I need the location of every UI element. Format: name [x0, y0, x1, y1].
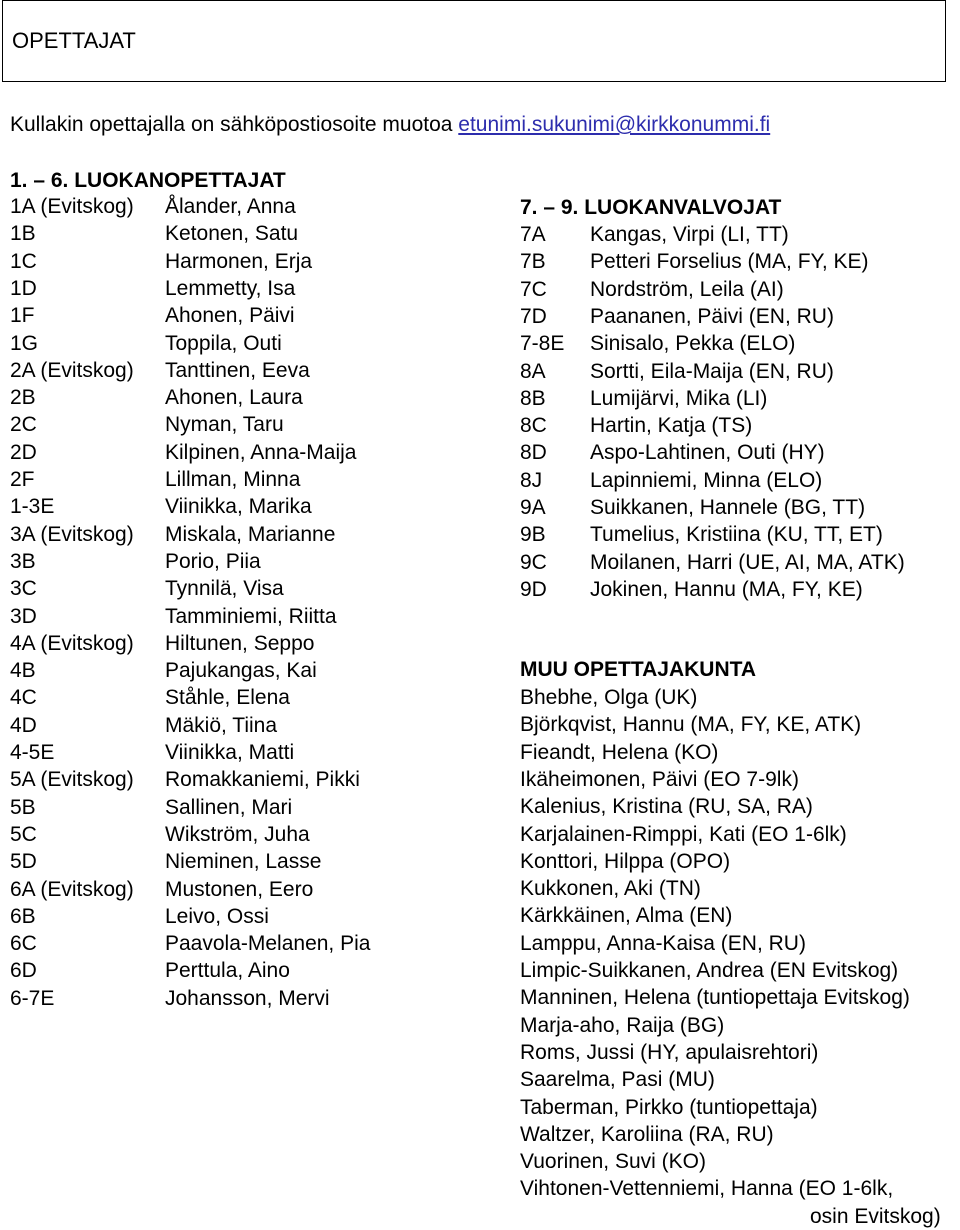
teacher-row	[10, 493, 490, 520]
class-code: 8B	[520, 386, 546, 410]
teacher-name: Suikkanen, Hannele (BG, TT)	[590, 496, 866, 519]
teacher-name: Miskala, Marianne	[165, 522, 336, 546]
class-code: 4A (Evitskog)	[10, 631, 134, 655]
teacher-row	[10, 848, 490, 875]
teacher-name: Johansson, Mervi	[165, 986, 330, 1010]
teacher-line: Konttori, Hilppa (OPO)	[520, 849, 731, 873]
teacher-name: Sinisalo, Pekka (ELO)	[590, 332, 796, 356]
class-code: 1B	[10, 222, 36, 246]
teacher-name: Leivo, Ossi	[165, 904, 269, 928]
teacher-row	[520, 549, 956, 576]
class-code: 9A	[520, 496, 546, 519]
class-code: 5D	[10, 850, 37, 874]
class-code: 4C	[10, 686, 37, 710]
teacher-name: Hartin, Katja (TS)	[590, 414, 753, 438]
teacher-name: Lumijärvi, Mika (LI)	[590, 386, 768, 410]
teacher-name: Paavola-Melanen, Pia	[165, 932, 371, 956]
class-code: 3D	[10, 604, 37, 628]
class-code: 2A (Evitskog)	[10, 358, 134, 382]
class-code: 9C	[520, 550, 547, 574]
teacher-row	[10, 248, 490, 275]
teacher-row	[10, 657, 490, 684]
class-code: 4-5E	[10, 741, 55, 764]
teacher-name: Ahonen, Laura	[165, 386, 303, 410]
header-box	[2, 0, 946, 82]
teacher-row	[10, 684, 490, 711]
teacher-row	[10, 302, 490, 329]
class-code: 3B	[10, 549, 36, 573]
teacher-name: Tamminiemi, Riitta	[165, 604, 337, 628]
teacher-row	[520, 576, 956, 603]
teacher-row	[10, 603, 490, 630]
teacher-name: Moilanen, Harri (UE, AI, MA, ATK)	[590, 550, 905, 574]
teacher-name: Mäkiö, Tiina	[165, 713, 278, 737]
teacher-name: Romakkaniemi, Pikki	[165, 768, 360, 792]
teacher-row	[10, 193, 490, 220]
teacher-row	[520, 467, 956, 494]
secondary-section-title: 7. – 9. LUOKANVALVOJAT	[520, 196, 782, 219]
teacher-name: Tynnilä, Visa	[165, 577, 284, 601]
class-code: 9D	[520, 577, 547, 601]
teacher-line: Roms, Jussi (HY, apulaisrehtori)	[520, 1040, 819, 1064]
teacher-name: Toppila, Outi	[165, 331, 282, 355]
teacher-name: Hiltunen, Seppo	[165, 631, 315, 655]
teacher-row	[10, 930, 490, 957]
teacher-name: Kangas, Virpi (LI, TT)	[590, 223, 789, 246]
teacher-line: Vihtonen-Vettenniemi, Hanna (EO 1-6lk,	[520, 1177, 894, 1201]
teacher-name: Tanttinen, Eeva	[165, 358, 310, 382]
teacher-row	[520, 358, 956, 385]
teacher-row	[10, 384, 490, 411]
class-code: 9B	[520, 523, 546, 547]
other-section-title: MUU OPETTAJAKUNTA	[520, 658, 757, 681]
teacher-line: Kukkonen, Aki (TN)	[520, 877, 701, 901]
teacher-row	[10, 357, 490, 384]
class-code: 8J	[520, 468, 543, 492]
teacher-row	[520, 221, 956, 248]
class-code: 2F	[10, 468, 35, 491]
teacher-name: Lemmetty, Isa	[165, 276, 296, 300]
teacher-name: Ståhle, Elena	[165, 686, 290, 710]
teacher-row	[10, 275, 490, 302]
class-code: 5C	[10, 822, 37, 846]
class-code: 6A (Evitskog)	[10, 877, 134, 901]
intro-text	[10, 112, 770, 138]
class-code: 7C	[520, 277, 547, 301]
class-code: 1D	[10, 276, 37, 300]
class-code: 4D	[10, 713, 37, 737]
teacher-line: Taberman, Pirkko (tuntiopettaja)	[520, 1095, 818, 1119]
teacher-row	[10, 794, 490, 821]
email-pattern-link[interactable]: etunimi.sukunimi@kirkkonummi.fi	[458, 113, 771, 136]
class-code: 1A (Evitskog)	[10, 195, 134, 218]
teacher-row	[520, 439, 956, 466]
class-code: 8D	[520, 441, 547, 465]
teacher-line: Kärkkäinen, Alma (EN)	[520, 904, 733, 928]
class-code: 6B	[10, 904, 36, 928]
class-code: 7A	[520, 223, 546, 246]
teacher-name: Ketonen, Satu	[165, 222, 299, 246]
teacher-row	[520, 494, 956, 521]
teacher-line: Karjalainen-Rimppi, Kati (EO 1-6lk)	[520, 822, 847, 846]
teacher-row	[520, 385, 956, 412]
class-code: 3C	[10, 577, 37, 601]
teacher-line: Ikäheimonen, Päivi (EO 7-9lk)	[520, 767, 799, 791]
class-code: 7D	[520, 304, 547, 328]
teacher-row	[10, 957, 490, 984]
intro-label: Kullakin opettajalla on sähköpostiosoite muotoa	[10, 113, 459, 136]
teacher-row	[10, 220, 490, 247]
class-code: 8C	[520, 414, 547, 438]
teacher-row	[520, 276, 956, 303]
class-code: 1C	[10, 249, 37, 273]
teacher-name: Paananen, Päivi (EN, RU)	[590, 304, 834, 328]
page-title: OPETTAJAT	[12, 28, 136, 53]
teacher-row	[10, 630, 490, 657]
teacher-line: Marja-aho, Raija (BG)	[520, 1013, 725, 1037]
teacher-row	[10, 521, 490, 548]
class-code: 1G	[10, 331, 39, 355]
teacher-line: Limpic-Suikkanen, Andrea (EN Evitskog)	[520, 959, 899, 982]
teacher-name: Kilpinen, Anna-Maija	[165, 440, 357, 464]
teacher-row	[10, 548, 490, 575]
teacher-row	[10, 330, 490, 357]
class-code: 5B	[10, 795, 36, 819]
teacher-row	[10, 821, 490, 848]
teacher-line: Manninen, Helena (tuntiopettaja Evitskog)	[520, 986, 910, 1010]
teacher-row	[520, 521, 956, 548]
teacher-name: Pajukangas, Kai	[165, 659, 317, 683]
teacher-name: Aspo-Lahtinen, Outi (HY)	[590, 441, 825, 465]
class-code: 7B	[520, 250, 546, 274]
teacher-row	[520, 412, 956, 439]
class-code: 6D	[10, 959, 37, 983]
teacher-name: Lillman, Minna	[165, 468, 301, 491]
teacher-row	[10, 411, 490, 438]
class-code: 1-3E	[10, 495, 55, 519]
teacher-name: Lapinniemi, Minna (ELO)	[590, 468, 823, 492]
primary-section-title: 1. – 6. LUOKANOPETTAJAT	[10, 169, 286, 192]
teacher-row	[10, 876, 490, 903]
teacher-name: Wikström, Juha	[165, 822, 310, 846]
teacher-name: Nieminen, Lasse	[165, 850, 322, 874]
class-code: 8A	[520, 359, 546, 383]
teacher-line: Waltzer, Karoliina (RA, RU)	[520, 1122, 774, 1146]
teacher-row	[10, 575, 490, 602]
teacher-row	[10, 903, 490, 930]
teacher-name: Viinikka, Marika	[165, 495, 312, 519]
teacher-name: Nordström, Leila (AI)	[590, 277, 784, 301]
teacher-row	[520, 303, 956, 330]
teacher-name: Mustonen, Eero	[165, 877, 314, 901]
class-code: 7-8E	[520, 332, 565, 356]
class-code: 5A (Evitskog)	[10, 768, 134, 792]
teacher-row	[10, 439, 490, 466]
teacher-row	[10, 466, 490, 493]
teacher-row	[10, 712, 490, 739]
teacher-name: Ahonen, Päivi	[165, 304, 295, 328]
class-code: 2D	[10, 440, 37, 464]
class-code: 2B	[10, 386, 36, 410]
teacher-row	[10, 985, 490, 1012]
teacher-line: Vuorinen, Suvi (KO)	[520, 1150, 706, 1174]
teacher-name: Ålander, Anna	[165, 195, 296, 218]
teacher-name: Viinikka, Matti	[165, 741, 295, 764]
teacher-line: Lamppu, Anna-Kaisa (EN, RU)	[520, 931, 806, 955]
teacher-line: Fieandt, Helena (KO)	[520, 740, 719, 764]
teacher-name: Jokinen, Hannu (MA, FY, KE)	[590, 577, 863, 601]
teacher-name: Harmonen, Erja	[165, 249, 313, 273]
teacher-name: Porio, Piia	[165, 549, 261, 573]
teacher-row	[10, 739, 490, 766]
class-code: 4B	[10, 659, 36, 683]
teacher-name: Sortti, Eila-Maija (EN, RU)	[590, 359, 834, 383]
teacher-name: Sallinen, Mari	[165, 795, 293, 819]
teacher-line: Saarelma, Pasi (MU)	[520, 1068, 715, 1092]
teacher-name: Nyman, Taru	[165, 413, 284, 437]
teacher-row	[520, 248, 956, 275]
teacher-name: Perttula, Aino	[165, 959, 290, 983]
teacher-line: Björkqvist, Hannu (MA, FY, KE, ATK)	[520, 713, 862, 737]
teacher-row	[10, 766, 490, 793]
class-code: 6-7E	[10, 986, 55, 1010]
class-code: 3A (Evitskog)	[10, 522, 134, 546]
teacher-line: Bhebhe, Olga (UK)	[520, 686, 698, 709]
teacher-line: Kalenius, Kristina (RU, SA, RA)	[520, 795, 813, 819]
teacher-row	[520, 330, 956, 357]
class-code: 1F	[10, 304, 35, 328]
teacher-line: osin Evitskog)	[810, 1204, 941, 1228]
teacher-name: Tumelius, Kristiina (KU, TT, ET)	[590, 523, 883, 547]
class-code: 6C	[10, 932, 37, 956]
class-code: 2C	[10, 413, 37, 437]
teacher-name: Petteri Forselius (MA, FY, KE)	[590, 250, 869, 274]
